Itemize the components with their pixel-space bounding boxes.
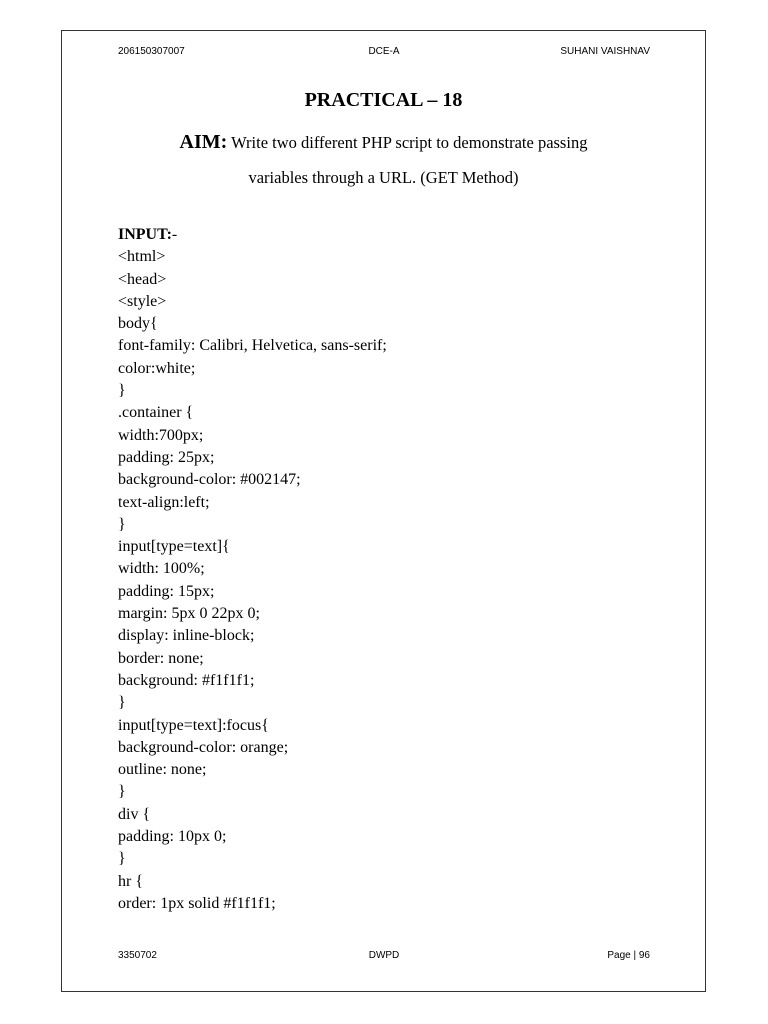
input-heading-label: INPUT:: [118, 226, 172, 243]
code-line: }: [118, 515, 126, 533]
aim-text-1: Write two different PHP script to demonstrate passing: [231, 133, 588, 152]
code-line: background: #f1f1f1;: [118, 671, 255, 689]
footer-page-number: Page | 96: [607, 950, 650, 961]
aim-label: AIM:: [179, 131, 228, 153]
code-line: hr {: [118, 872, 144, 890]
code-line: input[type=text]{: [118, 538, 230, 556]
code-line: }: [118, 382, 126, 400]
code-line: color:white;: [118, 359, 196, 377]
header-enrollment: 206150307007: [118, 46, 185, 57]
aim-line-2: variables through a URL. (GET Method): [248, 168, 519, 187]
code-line: display: inline-block;: [118, 627, 255, 645]
code-lines: [118, 246, 658, 915]
code-line: padding: 10px 0;: [118, 828, 227, 846]
code-line: <head>: [118, 270, 167, 288]
page-header: [118, 46, 650, 60]
page-footer: [118, 950, 650, 964]
code-line: margin: 5px 0 22px 0;: [118, 605, 260, 623]
code-line: outline: none;: [118, 761, 207, 779]
code-line: div {: [118, 805, 151, 823]
code-line: }: [118, 694, 126, 712]
code-line: <html>: [118, 248, 166, 266]
footer-subject: DWPD: [368, 950, 400, 961]
input-heading: [118, 224, 658, 246]
code-line: }: [118, 783, 126, 801]
code-line: width: 100%;: [118, 560, 205, 578]
code-line: order: 1px solid #f1f1f1;: [118, 894, 276, 912]
input-heading-suffix: -: [171, 226, 178, 243]
code-line: font-family: Calibri, Helvetica, sans-serif;: [118, 337, 387, 355]
code-line: <style>: [118, 292, 167, 310]
header-division: DCE-A: [368, 46, 400, 57]
code-line: }: [118, 850, 126, 868]
code-listing: [118, 224, 658, 915]
document-page: [61, 30, 706, 992]
header-student-name: SUHANI VAISHNAV: [560, 46, 650, 57]
code-line: padding: 25px;: [118, 448, 215, 466]
code-line: padding: 15px;: [118, 582, 215, 600]
code-line: body{: [118, 315, 158, 333]
code-line: text-align:left;: [118, 493, 210, 511]
aim-line-1: [62, 131, 705, 154]
practical-title: PRACTICAL – 18: [304, 89, 463, 111]
code-line: border: none;: [118, 649, 204, 667]
code-line: width:700px;: [118, 426, 204, 444]
code-line: input[type=text]:focus{: [118, 716, 269, 734]
code-line: background-color: orange;: [118, 738, 289, 756]
code-line: background-color: #002147;: [118, 471, 301, 489]
code-line: .container {: [118, 404, 194, 422]
footer-subject-code: 3350702: [118, 950, 157, 961]
